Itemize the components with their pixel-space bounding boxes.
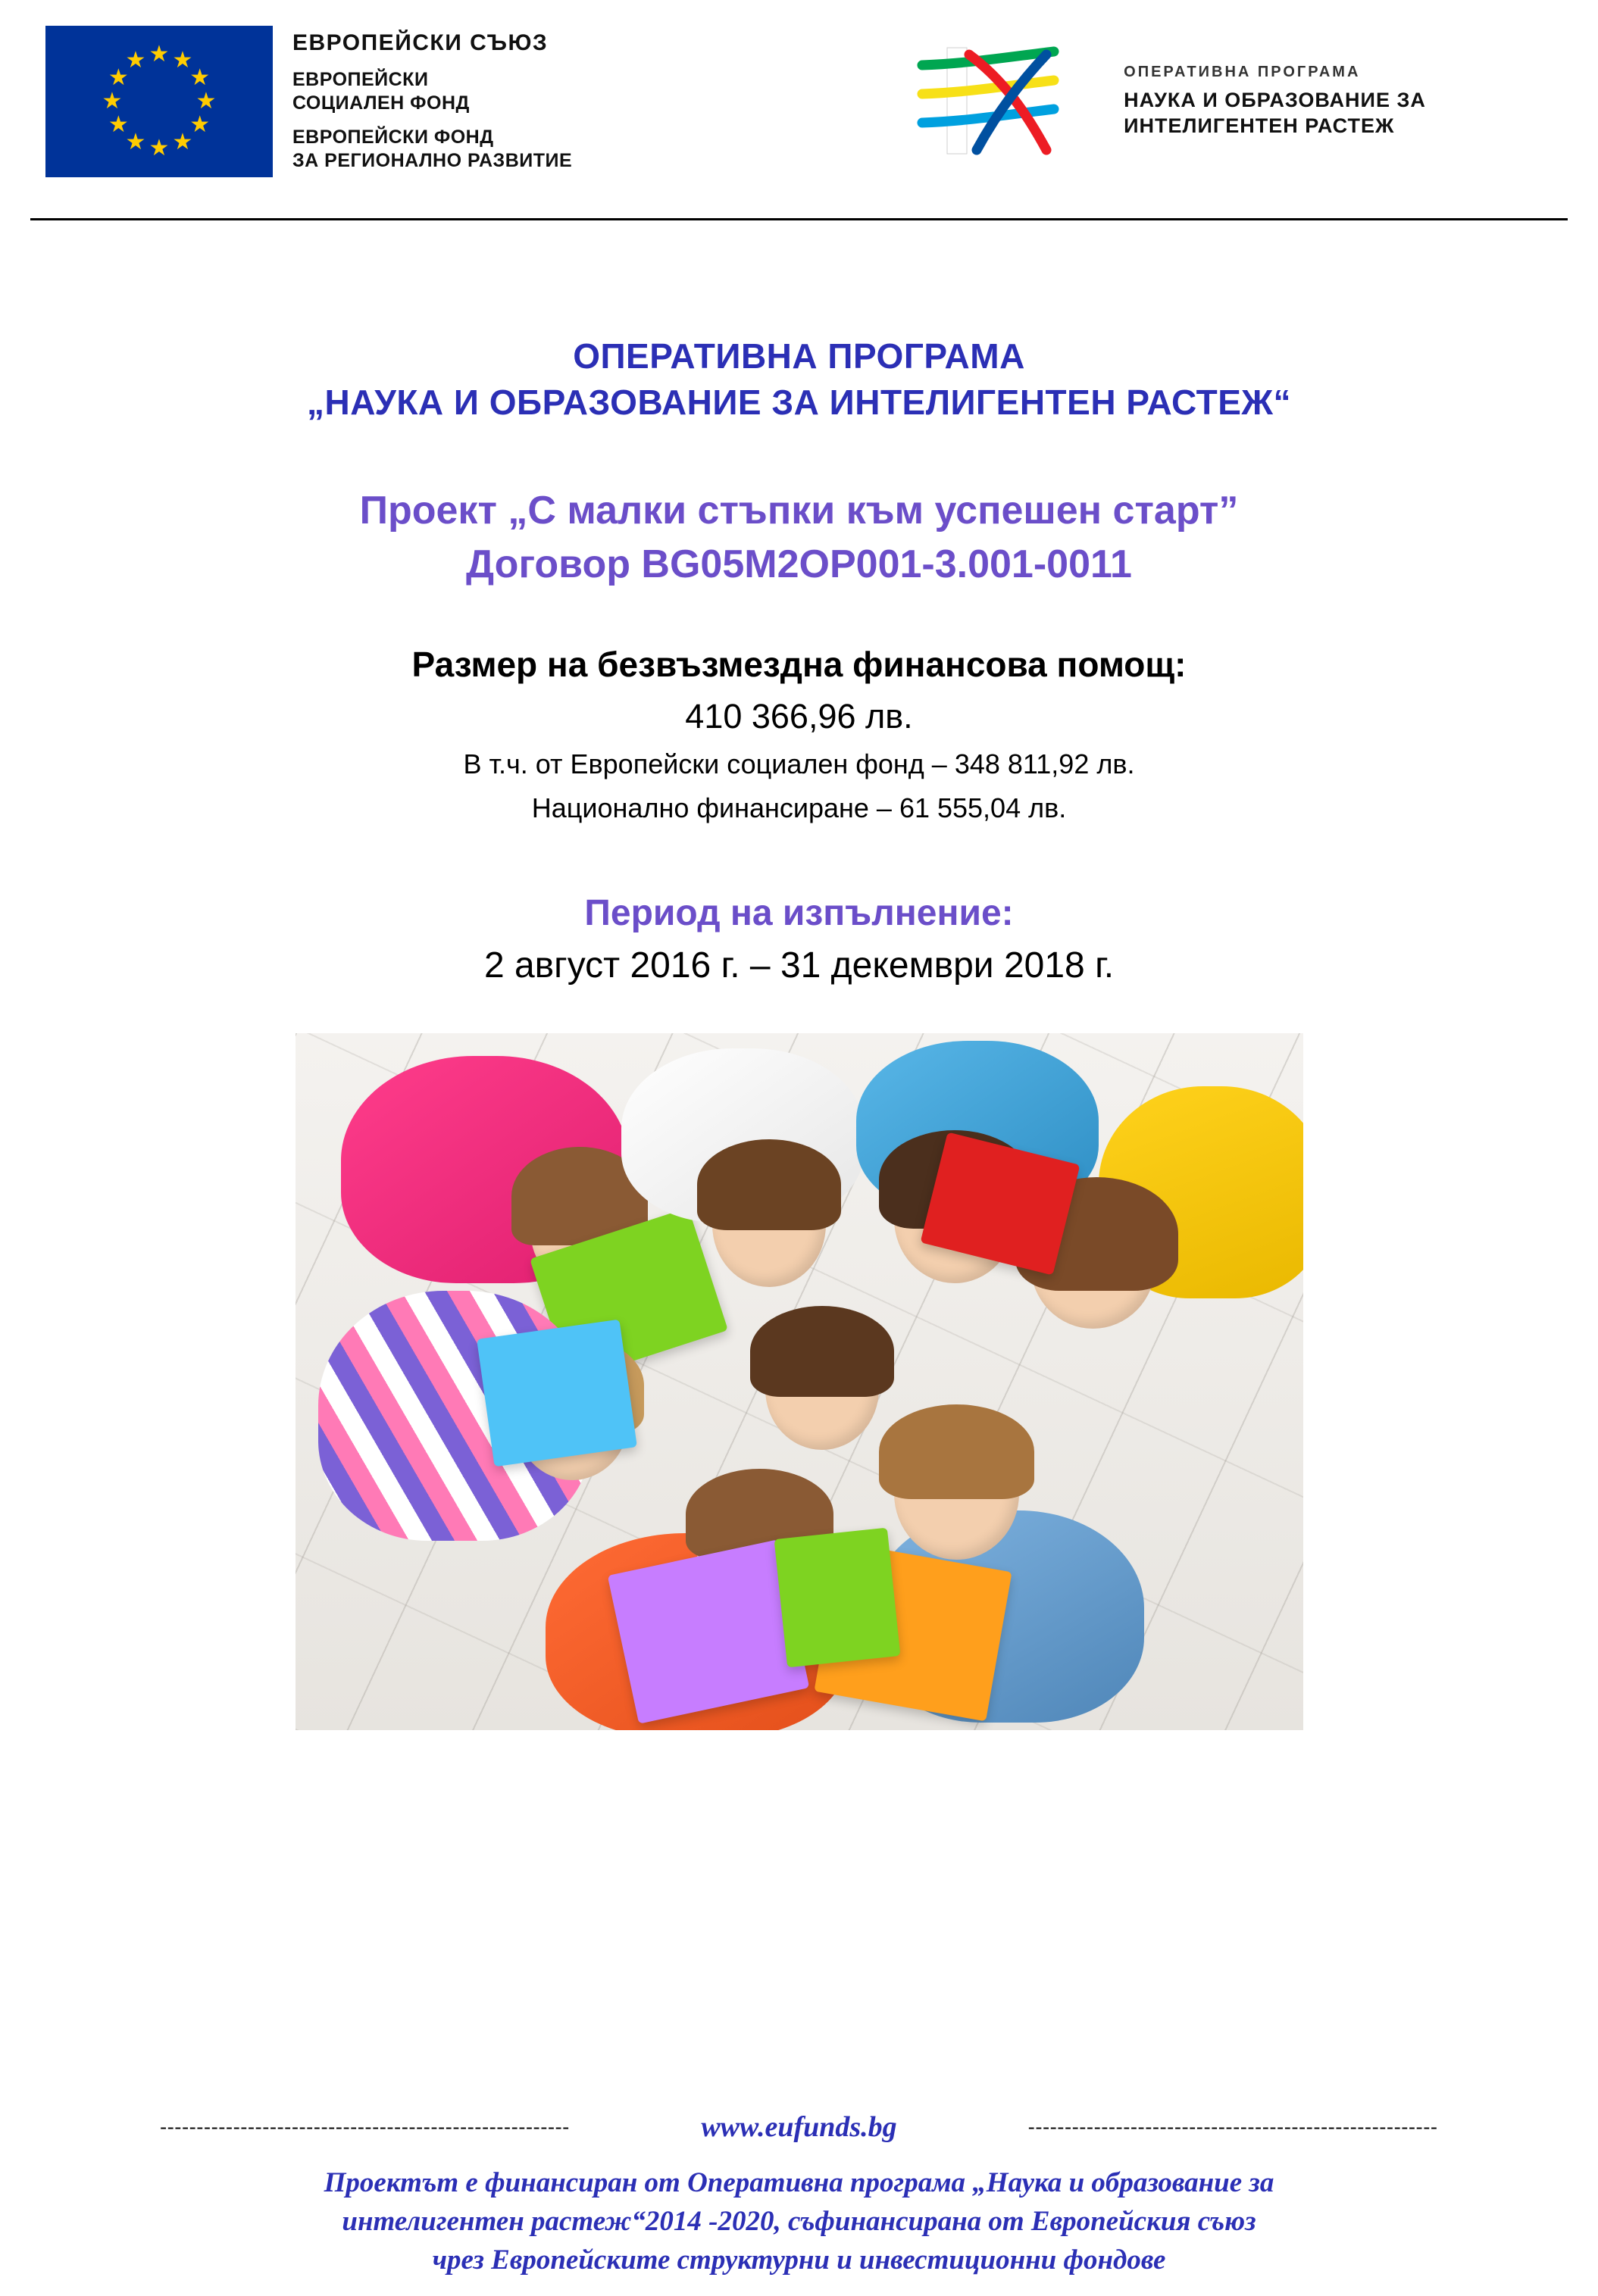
eu-star-icon: ★: [172, 48, 193, 73]
document-footer: [0, 2110, 1598, 2279]
eu-title: ЕВРОПЕЙСКИ СЪЮЗ: [292, 30, 549, 55]
eu-star-icon: ★: [189, 112, 211, 137]
program-title-line1: ОПЕРАТИВНА ПРОГРАМА: [573, 336, 1025, 376]
footer-disclaimer: [38, 2163, 1560, 2279]
eu-star-icon: ★: [108, 112, 129, 137]
op-logo-subtitle: ОПЕРАТИВНА ПРОГРАМА: [1124, 63, 1361, 80]
eu-star-icon: ★: [102, 89, 123, 114]
program-title: [53, 333, 1545, 425]
eu-star-icon: ★: [172, 129, 193, 155]
eu-erdf-label: [292, 126, 572, 173]
op-science-education-logo-icon: [913, 44, 1102, 158]
header-divider: [30, 218, 1568, 220]
eu-star-icon: ★: [125, 48, 146, 73]
footer-disclaimer-line1: Проектът е финансиран от Оперативна програма „Наука и образование за: [324, 2166, 1274, 2198]
eu-flag-icon: [45, 26, 273, 177]
eu-esf-label: [292, 68, 572, 115]
program-title-line2: „НАУКА И ОБРАЗОВАНИЕ ЗА ИНТЕЛИГЕНТЕН РАСТЕЖ“: [307, 382, 1291, 422]
project-contract-number: Договор BG05M2OP001-3.001-0011: [466, 542, 1132, 586]
footer-link-row: [38, 2110, 1560, 2144]
header-logos-row: [45, 26, 1553, 183]
footer-dashes-left: --------------------------------------------------------: [160, 2115, 571, 2138]
children-photo: [296, 1033, 1303, 1730]
eu-star-icon: ★: [125, 129, 146, 155]
period-value: 2 август 2016 г. – 31 декември 2018 г.: [483, 945, 1115, 986]
eu-emblem-block: [45, 26, 572, 183]
eu-esf-label-line1: ЕВРОПЕЙСКИ: [292, 69, 429, 90]
eu-star-icon: ★: [195, 89, 217, 114]
period-label: Период на изпълнение:: [584, 892, 1014, 933]
eu-star-icon: ★: [149, 136, 170, 161]
op-logo-text: [1124, 63, 1426, 139]
eu-erdf-label-line2: ЗА РЕГИОНАЛНО РАЗВИТИЕ: [292, 150, 573, 171]
eu-star-icon: ★: [189, 65, 211, 90]
eu-esf-label-line2: СОЦИАЛЕН ФОНД: [292, 92, 470, 114]
eu-erdf-label-line1: ЕВРОПЕЙСКИ ФОНД: [292, 127, 494, 148]
footer-dashes-right: --------------------------------------------------------: [1027, 2115, 1438, 2138]
project-title-line1: Проект „С малки стъпки към успешен старт”: [359, 489, 1239, 533]
footer-disclaimer-line3: чрез Европейските структурни и инвестиционни фондове: [432, 2244, 1166, 2276]
grant-esf-share: В т.ч. от Европейски социален фонд – 348 811,92 лв.: [463, 748, 1135, 779]
eufunds-link[interactable]: www.eufunds.bg: [701, 2110, 897, 2143]
op-logo-title-line2: ИНТЕЛИГЕНТЕН РАСТЕЖ: [1124, 114, 1395, 137]
footer-disclaimer-line2: интелигентен растеж“2014 -2020, съфинансирана от Европейския съюз: [342, 2205, 1256, 2237]
grant-amount: 410 366,96 лв.: [685, 696, 913, 736]
eu-text-block: [292, 26, 572, 183]
op-program-logo-block: [913, 26, 1426, 158]
grant-national-share: Национално финансиране – 61 555,04 лв.: [531, 792, 1067, 823]
op-logo-title-line1: НАУКА И ОБРАЗОВАНИЕ ЗА: [1124, 88, 1426, 111]
project-title: [53, 484, 1545, 590]
eu-star-icon: ★: [149, 42, 170, 67]
document-header: [0, 0, 1598, 220]
eu-star-icon: ★: [108, 65, 129, 90]
grant-label: Размер на безвъзмездна финансова помощ:: [411, 644, 1187, 684]
document-body: [0, 220, 1598, 1730]
